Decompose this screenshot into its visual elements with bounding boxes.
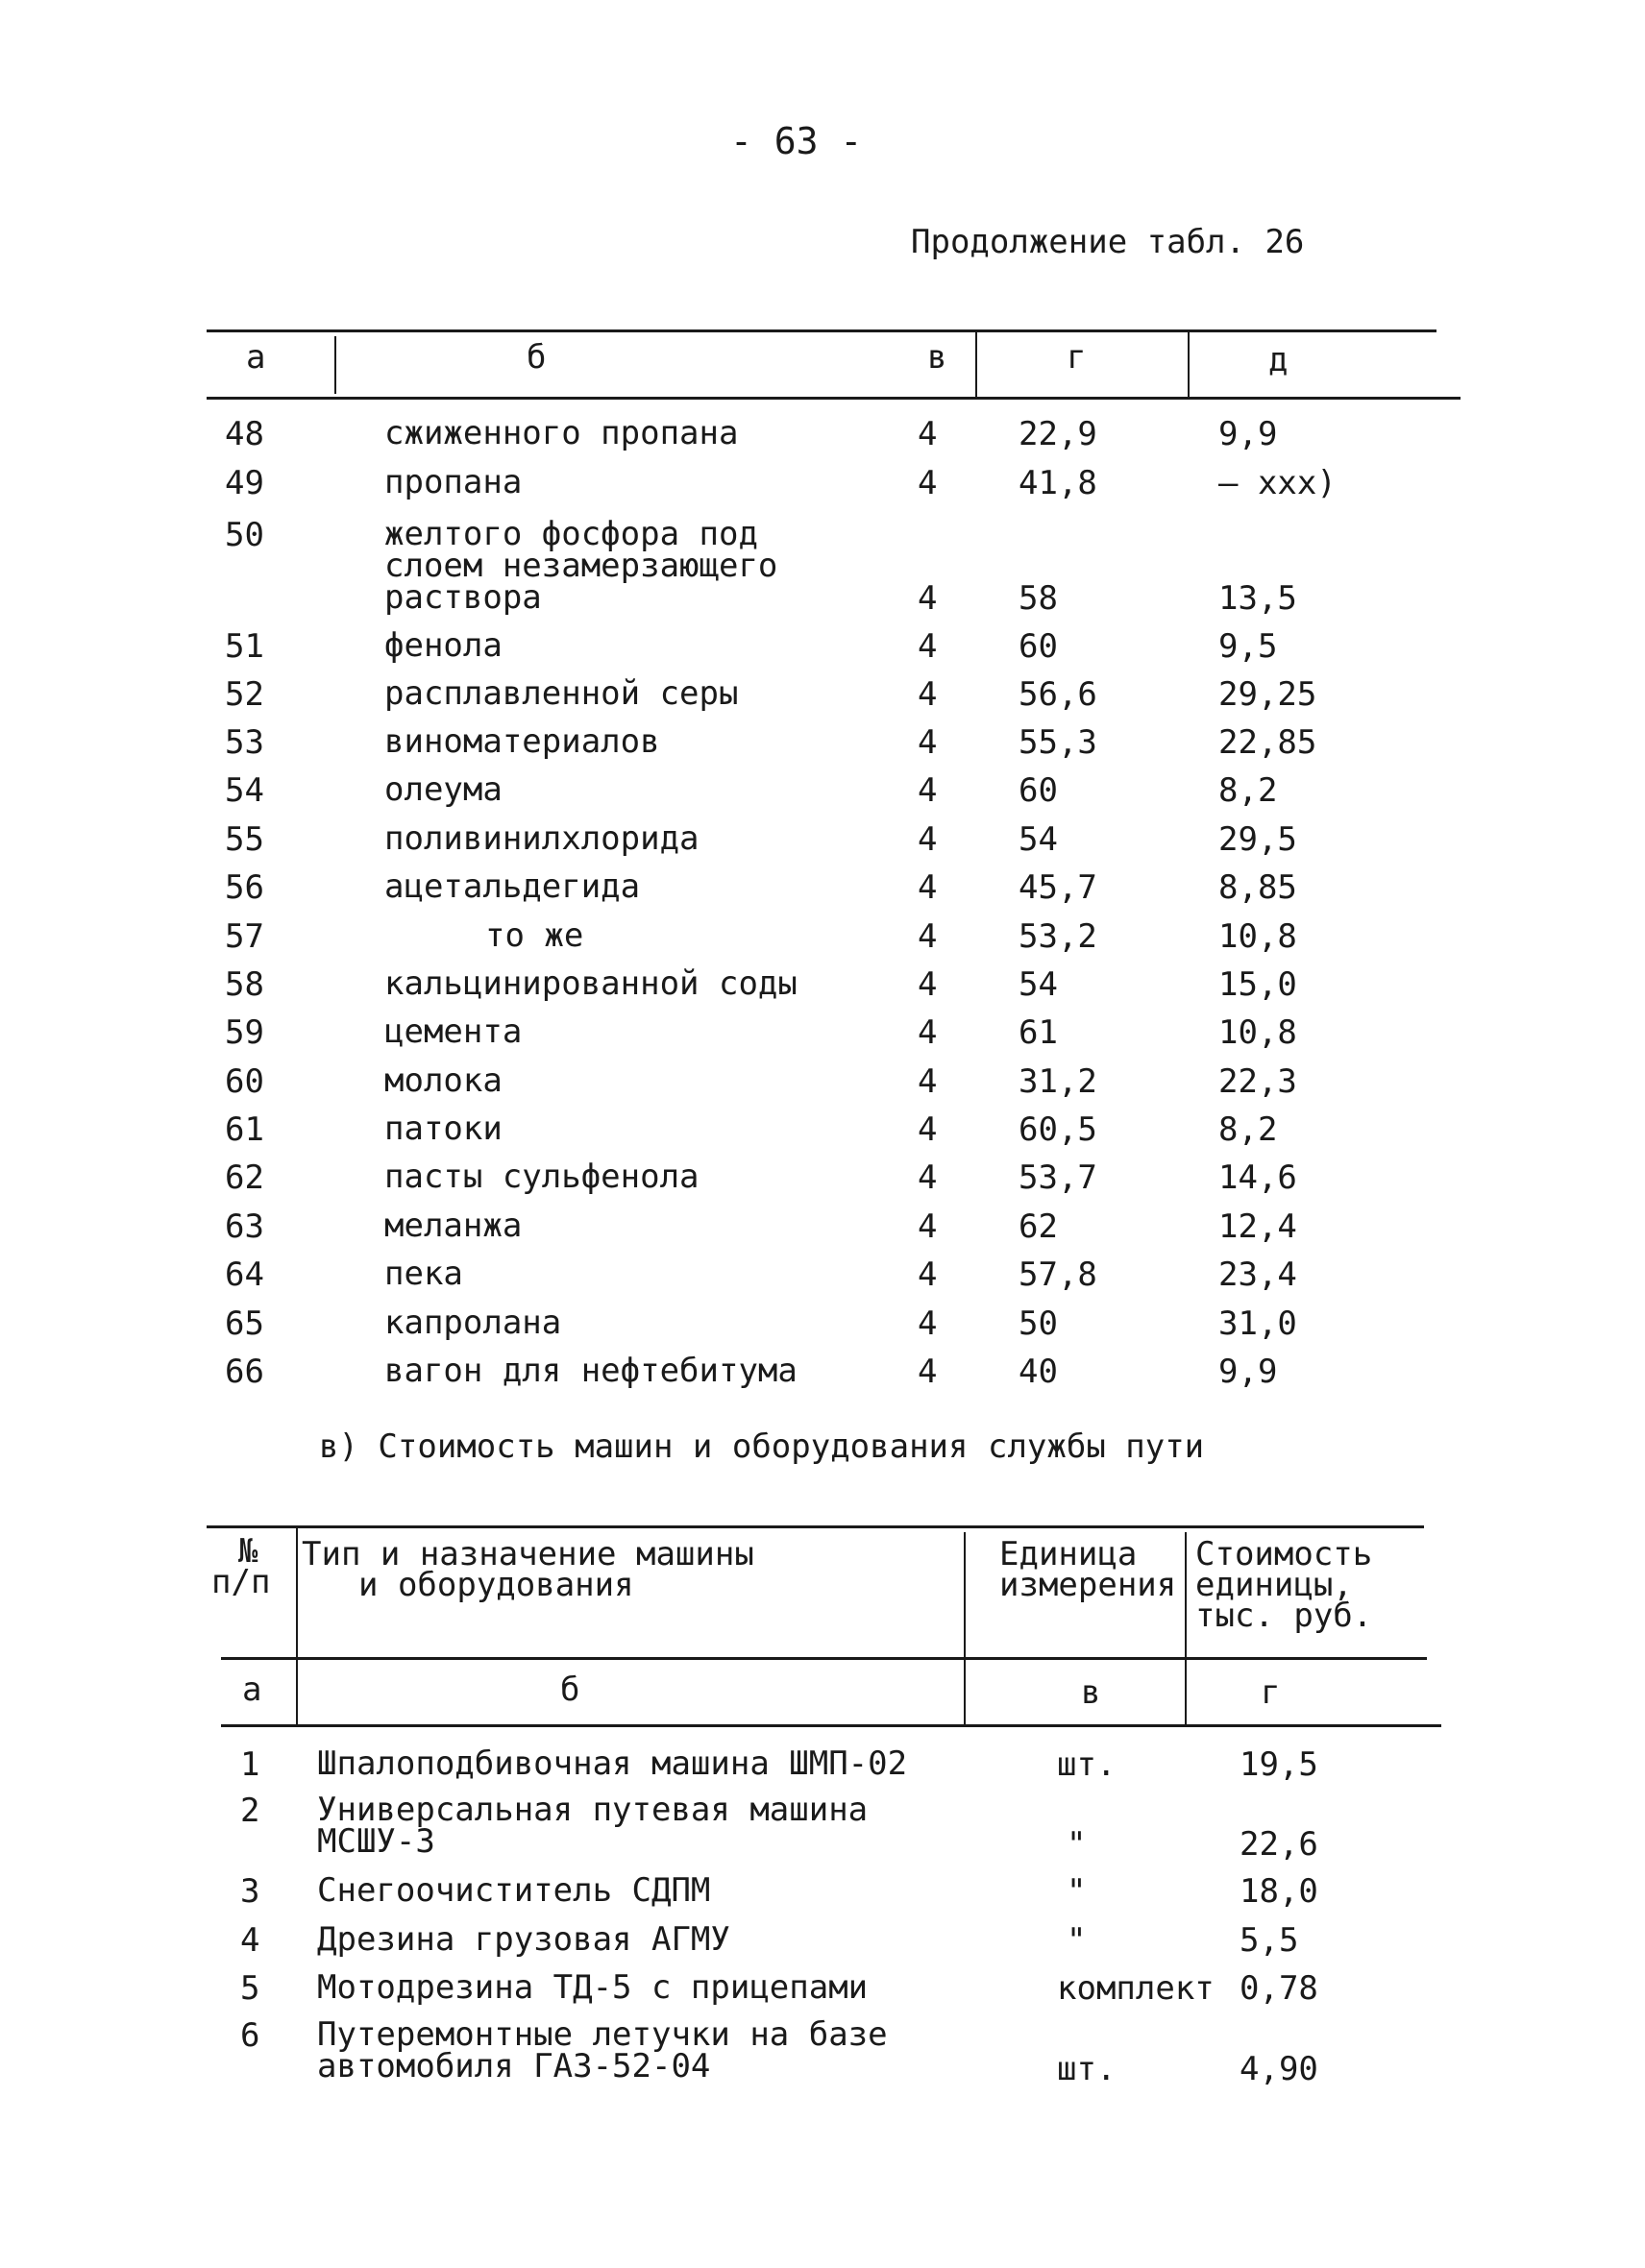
table1-row-d: 8,2 [1218,1110,1278,1149]
table1-row-g: 22,9 [1019,415,1097,453]
table1-row-d: 9,5 [1218,627,1278,666]
table1-row-number: 52 [225,675,264,714]
table1-row-g: 40 [1019,1353,1058,1391]
table2-row-cost: 22,6 [1240,1825,1318,1864]
table1-row-v: 4 [918,1062,938,1101]
table1-row-g: 56,6 [1019,675,1097,714]
table2-row-unit: шт. [1057,1745,1117,1784]
table1-row-g: 60,5 [1019,1110,1097,1149]
table1-row-d: 29,5 [1218,820,1297,859]
table1-row-g: 31,2 [1019,1062,1097,1101]
table2-row-number: 5 [240,1969,260,2008]
table1-row-v: 4 [918,627,938,666]
table1-row-g: 58 [1019,579,1058,618]
table1-row-d: 8,85 [1218,868,1297,907]
table1-row-v: 4 [918,1353,938,1391]
table1-row-name: раствора [384,578,542,617]
table2-top-rule [207,1525,1424,1528]
table1-row-number: 57 [225,917,264,956]
table1-row-name: пропана [384,463,523,501]
table1-row-v: 4 [918,579,938,618]
table2-row-cost: 0,78 [1240,1969,1318,2008]
table1-row-number: 55 [225,820,264,859]
table2-header-cost-line1: Стоимость [1195,1535,1373,1573]
table2-row-unit: " [1067,1921,1087,1960]
table2-row-cost: 19,5 [1240,1745,1318,1784]
table1-row-v: 4 [918,675,938,714]
table1-row-name: фенола [384,626,503,665]
table1-header-g: г [1067,338,1087,377]
table1-row-name: поливинилхлорида [384,819,700,858]
table1-header-a: а [246,338,266,377]
table1-row-number: 66 [225,1353,264,1391]
table1-row-d: 12,4 [1218,1207,1297,1246]
table2-header-cost-line2: единицы, [1195,1566,1353,1604]
table1-row-number: 49 [225,464,264,502]
table1-row-number: 59 [225,1013,264,1052]
table1-row-v: 4 [918,1256,938,1294]
table1-header-d: д [1268,341,1289,379]
table1-row-d: 9,9 [1218,415,1278,453]
table1-row-number: 61 [225,1110,264,1149]
table2-header-type-line1: Тип и назначение машины [302,1535,754,1573]
table1-row-v: 4 [918,464,938,502]
table1-row-number: 60 [225,1062,264,1101]
table2-row-cost: 18,0 [1240,1872,1318,1911]
table1-row-name: сжиженного пропана [384,414,739,452]
table2-row-name: Универсальная путевая машина [317,1791,869,1829]
table1-row-d: 10,8 [1218,1013,1297,1052]
table2-row-name: Дрезина грузовая АГМУ [317,1920,730,1959]
table2-letter-b: б [560,1671,580,1709]
table1-row-name: слоем незамерзающего [384,547,778,585]
table2-row-unit: " [1067,1825,1087,1864]
table1-row-v: 4 [918,771,938,810]
table1-row-g: 62 [1019,1207,1058,1246]
table1-row-g: 60 [1019,771,1058,810]
table1-row-v: 4 [918,1158,938,1197]
table1-row-number: 51 [225,627,264,666]
table1-row-d: 14,6 [1218,1158,1297,1197]
table1-row-g: 50 [1019,1305,1058,1343]
table1-row-g: 53,2 [1019,917,1097,956]
table1-row-name: вагон для нефтебитума [384,1352,798,1390]
table1-row-name: пека [384,1255,463,1293]
table2-row-number: 6 [240,2016,260,2055]
table1-row-v: 4 [918,415,938,453]
table1-row-name: то же [485,916,584,955]
table2-row-cost: 5,5 [1240,1921,1299,1960]
table2-bottom-rule [221,1724,1441,1727]
table1-row-name: пасты сульфенола [384,1158,700,1196]
table1-row-name: молока [384,1061,503,1100]
table2-row-number: 3 [240,1872,260,1911]
table1-row-v: 4 [918,1207,938,1246]
table1-row-g: 54 [1019,965,1058,1004]
table2-mid-rule [221,1657,1427,1660]
table1-row-number: 50 [225,516,264,554]
table2-row-number: 2 [240,1792,260,1830]
table2-row-unit: " [1067,1872,1087,1911]
table1-col-divider [1188,331,1190,399]
table2-row-name: автомобиля ГАЗ-52-04 [317,2047,711,2085]
table1-row-v: 4 [918,723,938,762]
table2-letter-g: г [1261,1673,1281,1712]
table1-row-number: 58 [225,965,264,1004]
table1-row-d: 15,0 [1218,965,1297,1004]
table1-row-name: расплавленной серы [384,674,739,713]
table1-col-divider [975,331,977,397]
table1-row-v: 4 [918,1013,938,1052]
table1-row-number: 53 [225,723,264,762]
table1-row-d: – xxx) [1218,464,1337,502]
table2-row-name: Путеремонтные летучки на базе [317,2015,888,2054]
table1-row-v: 4 [918,965,938,1004]
table2-letter-v: в [1081,1673,1101,1712]
table1-row-g: 57,8 [1019,1256,1097,1294]
table1-row-number: 56 [225,868,264,907]
table2-header-num-line1: № [238,1532,258,1571]
table1-row-g: 60 [1019,627,1058,666]
table1-row-v: 4 [918,1305,938,1343]
table-continuation-label: Продолжение табл. 26 [911,223,1305,261]
table1-row-name: виноматериалов [384,722,660,761]
table1-row-d: 29,25 [1218,675,1317,714]
table1-col-divider [334,336,336,394]
table1-row-name: меланжа [384,1207,523,1245]
table2-header-type-line2: и оборудования [358,1566,634,1604]
table1-row-d: 10,8 [1218,917,1297,956]
table1-row-v: 4 [918,868,938,907]
table1-row-v: 4 [918,917,938,956]
table1-row-number: 62 [225,1158,264,1197]
table2-header-unit-line1: Единица [999,1535,1138,1573]
table1-row-number: 65 [225,1305,264,1343]
table2-row-unit: комплект [1057,1969,1215,2008]
table1-row-d: 8,2 [1218,771,1278,810]
table1-row-d: 31,0 [1218,1305,1297,1343]
table1-header-rule [207,397,1461,400]
table1-row-number: 54 [225,771,264,810]
table1-row-number: 64 [225,1256,264,1294]
table1-row-d: 13,5 [1218,579,1297,618]
table1-top-rule [207,329,1436,332]
page-number: - 63 - [730,120,863,162]
table1-row-g: 45,7 [1019,868,1097,907]
table2-row-number: 4 [240,1921,260,1960]
table1-row-g: 55,3 [1019,723,1097,762]
table2-header-num-line2: п/п [211,1563,271,1601]
table1-row-number: 48 [225,415,264,453]
table1-header-v: в [927,338,947,377]
table1-row-d: 9,9 [1218,1353,1278,1391]
table2-row-cost: 4,90 [1240,2050,1318,2088]
table1-row-name: желтого фосфора под [384,515,758,553]
table1-row-v: 4 [918,820,938,859]
table1-row-g: 61 [1019,1013,1058,1052]
table2-col-divider [1185,1532,1187,1724]
table1-row-number: 63 [225,1207,264,1246]
table1-row-name: цемента [384,1012,523,1051]
table2-col-divider [296,1527,298,1724]
table2-row-name: Шпалоподбивочная машина ШМП-02 [317,1744,908,1783]
table1-row-d: 22,85 [1218,723,1317,762]
table1-row-g: 41,8 [1019,464,1097,502]
table2-col-divider [964,1532,966,1724]
table2-row-name: Снегоочиститель СДПМ [317,1871,711,1910]
section-title: в) Стоимость машин и оборудования службы пути [319,1427,1205,1466]
table1-row-name: олеума [384,770,503,809]
table1-row-d: 23,4 [1218,1256,1297,1294]
table1-row-name: кальцинированной соды [384,964,798,1003]
table1-row-name: патоки [384,1110,503,1148]
table1-row-v: 4 [918,1110,938,1149]
table1-row-g: 53,7 [1019,1158,1097,1197]
table2-row-name: Мотодрезина ТД-5 с прицепами [317,1968,869,2007]
table1-row-d: 22,3 [1218,1062,1297,1101]
table2-row-unit: шт. [1057,2050,1117,2088]
table1-row-g: 54 [1019,820,1058,859]
table1-header-b: б [527,338,547,377]
table2-letter-a: а [242,1671,262,1709]
table2-row-number: 1 [240,1745,260,1784]
table2-row-name: МСШУ-3 [317,1822,435,1861]
table2-header-unit-line2: измерения [999,1566,1177,1604]
table1-row-name: ацетальдегида [384,867,641,906]
table2-header-cost-line3: тыс. руб. [1195,1597,1373,1635]
table1-row-name: капролана [384,1304,562,1342]
